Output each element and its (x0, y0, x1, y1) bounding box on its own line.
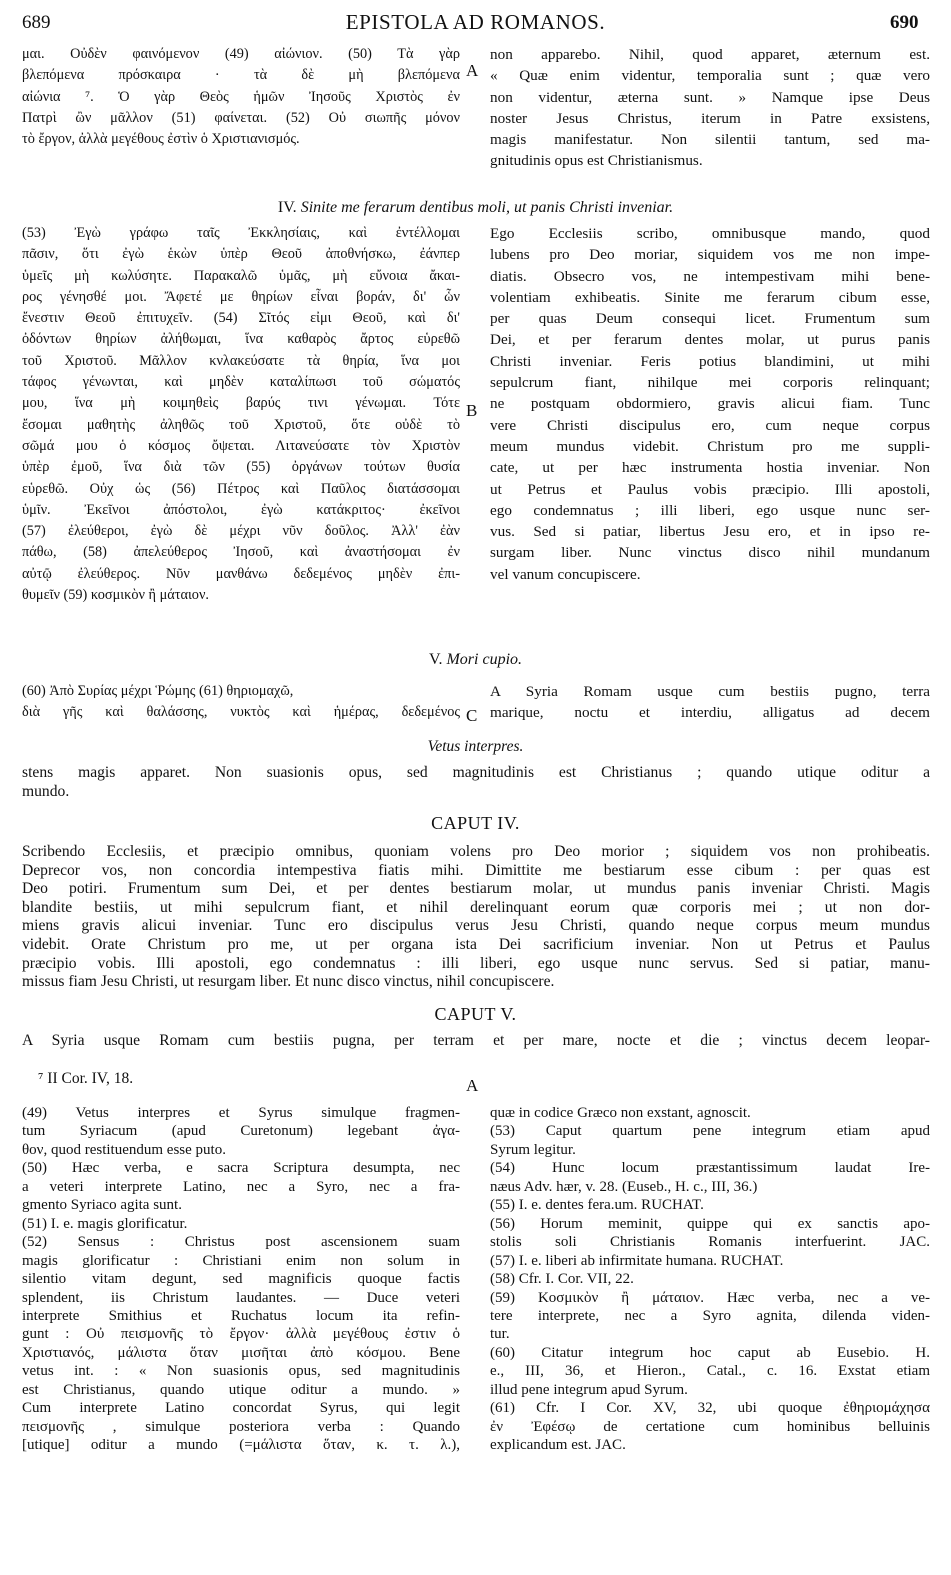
heading-number: IV. (277, 199, 297, 216)
note-line: (52) Sensus : Christus post ascensionem suam (22, 1234, 460, 1251)
greek-line: εὑρεθῶ. Οὐχ ὡς (56) Πέτρος καὶ Παῦλος διατάσσομαι (22, 480, 460, 497)
column-marker-c: C (466, 706, 478, 725)
vetus-interpres-heading: Vetus interpres. (427, 738, 524, 755)
note-line: (61) Cfr. I Cor. XV, 32, ubi quoque ἐθηριομάχησα (490, 1400, 930, 1417)
greek-line: τοῦ Χριστοῦ. Μᾶλλον κνλακεύσατε τὰ θηρία, ἵνα μοι (22, 352, 460, 369)
latin-line: diatis. Obsecro vos, ne intempestivam mihi bene- (490, 267, 930, 285)
note-line: e., III, 36, et Hieron., Catal., c. 16. Exstat etiam (490, 1363, 930, 1380)
note-line: est Christianus, quando utique oditur a mundo. » (22, 1381, 460, 1398)
greek-line: (60) Ἀπὸ Συρίας μέχρι Ῥώμης (61) θηριομαχῶ, (22, 683, 294, 699)
latin-line: vel vanum concupiscere. (490, 565, 641, 583)
heading-number: V. (428, 651, 443, 668)
latin-line: ego condemnatus ; illi liberi, ego usque nunc ser- (490, 501, 930, 519)
column-marker-a: A (466, 61, 479, 80)
text-line: Deo potiri. Frumentum sum Dei, et per dentes bestiarum molar, ut mundus panis inveniar Christi. Magis (22, 880, 930, 898)
note-line: interprete Smithius et Ruchatus locum ita refin- (22, 1307, 460, 1324)
greek-line: αὐτῷ ἐλεύθερος. Νῦν μανθάνω δεδεμένος μηδὲν ἐπι- (22, 565, 460, 582)
greek-line: πάθω, (58) ἀπελεύθερος Ἰησοῦ, καὶ ἀναστήσομαι ἐν (22, 544, 460, 561)
caput-iv-title: CAPUT IV. (431, 813, 520, 833)
caput-v-title: CAPUT V. (434, 1004, 517, 1024)
note-line: ἐν Ἐφέσῳ de certatione cum hominibus belluinis (490, 1418, 930, 1435)
latin-line: Ego Ecclesiis scribo, omnibusque mando, quod (490, 225, 930, 242)
greek-line: τὸ ἔργον, ἀλλὰ μεγέθους ἐστὶν ὁ Χριστιανισμός. (22, 131, 300, 148)
note-line: (51) I. e. magis glorificatur. (22, 1215, 188, 1232)
page-number-left: 689 (22, 12, 51, 33)
note-line: (59) Κοσμικὸν ἢ μάταιον. Hæc verba, nec a ve- (490, 1289, 930, 1306)
note-line: πεισμονῆς , simulque posteriora verba : Quando (22, 1418, 460, 1435)
note-line: illud pene integrum apud Syrum. (490, 1381, 688, 1398)
greek-line: πᾶσιν, ὅτι ἐγὼ ἑκὼν ὑπὲρ Θεοῦ ἀποθνήσκω, ἐάνπερ (22, 246, 460, 263)
greek-line: τάφος γένωνται, καὶ μηδὲν καταλίπωσι τοῦ σώματός (22, 374, 460, 391)
greek-line: διὰ γῆς καὶ θαλάσσης, νυκτὸς καὶ ἡμέρας, δεδεμένος (22, 704, 460, 721)
greek-line: (57) ἐλεύθεροι, ἐγὼ δὲ μέχρι νῦν δοῦλος. Ἀλλ' ἐὰν (22, 523, 460, 540)
latin-line: magis manifestatur. Non silentii tantum, sed ma- (490, 131, 930, 149)
note-line: splendent, iis Christum laudantes. — Duce veteri (22, 1289, 460, 1306)
section2-greek (22, 223, 460, 606)
note-line: tere interprete, nec a Syro agnita, dilenda viden- (490, 1307, 930, 1324)
note-line: (55) I. e. dentes fera.um. RUCHAT. (490, 1197, 704, 1214)
latin-line: lubens pro Deo moriar, siquidem vos me non impe- (490, 246, 930, 264)
column-marker-b: B (466, 401, 478, 420)
text-line: blandite bestiis, ut mihi sepulcrum fiant, et nihil derelinquant eorum quæ corporis mei ; ut non dor- (22, 898, 930, 916)
greek-line: (53) Ἐγὼ γράφω ταῖς Ἐκκλησίαις, καὶ ἐντέλλομαι (22, 225, 460, 241)
note-line: (60) Citatur integrum hoc caput ab Eusebio. H. (490, 1344, 930, 1361)
greek-line: μαι. Οὐδὲν φαινόμενον (49) αἰώνιον. (50) Τὰ γὰρ (22, 46, 460, 62)
greek-line: αἰώνια ⁷. Ὁ γὰρ Θεὸς ἡμῶν Ἰησοῦς Χριστὸς ἐν (22, 88, 460, 105)
note-line: quæ in codice Græco non exstant, agnoscit. (490, 1105, 751, 1121)
note-line: næus Adv. hær, v. 28. (Euseb., H. c., III, 36.) (490, 1178, 758, 1195)
note-line: θον, quod restituendum esse puto. (22, 1141, 226, 1158)
text-line: mundo. (22, 782, 70, 800)
text-line: Scribendo Ecclesiis, et præcipio omnibus, quoniam volens pro Deo morior ; siquidem vos non prohibeatis. (22, 843, 930, 860)
note-line: (54) Hunc locum præstantissimum laudat Ire- (490, 1160, 930, 1177)
note-line: silentio vitam degunt, sed magnificis quoque factis (22, 1271, 460, 1288)
note-line: (58) Cfr. I. Cor. VII, 22. (490, 1271, 634, 1288)
latin-line: ne postquam obdormiero, gravis alicui fiam. Tunc (490, 395, 930, 413)
greek-line: ρος γένησθέ μοι. Ἄφετέ με θηρίων εἶναι βοράν, δι' ὧν (22, 288, 460, 305)
latin-line: vus. Sed si patiar, libertus Jesu ero, et in ipso re- (490, 523, 930, 541)
note-line: explicandum est. JAC. (490, 1437, 626, 1454)
section1-latin (490, 44, 930, 172)
latin-line: per quas Deum consequi licet. Frumentum sum (490, 310, 930, 328)
note-line: magis glorificatur : Christiani enim non solum in (22, 1252, 460, 1269)
greek-line: σῶμά μου ὁ κόσμος ὄψεται. Λιτανεύσατε τὸν Χριστὸν (22, 437, 460, 454)
latin-line: vere Christi discipulus ero, cum neque corpus (490, 416, 930, 434)
note-line: (53) Caput quartum pene integrum etiam apud (490, 1123, 930, 1140)
note-line: tum Syriacum (apud Curetonum) legebant ἀγα- (22, 1123, 460, 1140)
note-line: (56) Horum meminit, quippe qui ex sanctis apo- (490, 1215, 930, 1232)
notes-marker-a: A (466, 1076, 479, 1095)
note-line: (49) Vetus interpres et Syrus simulque fragmen- (22, 1105, 460, 1121)
note-line: stolis soli Christianis Romanis interfuerint. JAC. (490, 1234, 930, 1251)
greek-line: βλεπόμενα πρόσκαιρα · τὰ δὲ μὴ βλεπόμενα (22, 67, 460, 84)
greek-line: ὑμεῖς μὴ κωλύσητε. Παρακαλῶ ὑμᾶς, μὴ εὔνοια ἄκαι- (22, 267, 460, 284)
vetus-text (22, 764, 930, 801)
latin-line: cate, ut per hæc instrumenta hostia inveniar. Non (490, 459, 930, 477)
section3-greek (22, 681, 460, 724)
text-line: stens magis apparet. Non suasionis opus, sed magnitudinis est Christianus ; quando utique oditur a (22, 764, 930, 781)
latin-line: surgam liber. Nunc vinctus disco nihil mundanum (490, 544, 930, 562)
greek-line: ὑμῖν. Ἐκεῖνοι ἀπόστολοι, ἐγὼ κατάκριτος· ἐκεῖνοι (22, 501, 460, 518)
note-line: Cum interprete Latino concordat Syrus, qui legit (22, 1400, 460, 1417)
greek-line: μου, ἵνα μὴ κοιμηθεὶς βαρύς τινι γένωμαι. Τότε (22, 395, 460, 412)
latin-line: noster Jesus Christus, iterum in Patre exsistens, (490, 109, 930, 127)
note-line: (57) I. e. liberi ab infirmitate humana. RUCHAT. (490, 1252, 784, 1269)
page-number-right: 690 (890, 12, 919, 33)
text-line: missus fiam Jesu Christi, ut resurgam liber. Et nunc disco vinctus, nihil concupiscere. (22, 973, 555, 991)
greek-line: ἔνεστιν Θεοῦ ἐπιτυχεῖν. (54) Σῖτός εἰμι Θεοῦ, καὶ δι' (22, 310, 460, 327)
heading-text: Mori cupio. (446, 651, 523, 668)
note-line: (50) Hæc verba, e sacra Scriptura desumpta, nec (22, 1160, 460, 1177)
scripture-footnote: ⁷ II Cor. IV, 18. (38, 1070, 134, 1087)
note-line: gmento Syriaco agita sunt. (22, 1197, 182, 1214)
note-line: [utique] oditur a mundo (=μάλιστα ὅταν, κ. τ. λ.), (22, 1437, 460, 1454)
latin-line: non apparebo. Nihil, quod apparet, æternum est. (490, 46, 930, 63)
section-heading-v (0, 651, 951, 669)
note-line: gunt : Οὐ πεισμονῆς τὸ ἔργον· ἀλλὰ μεγέθους ἐστιν ὁ (22, 1326, 460, 1343)
greek-line: θυμεῖν (59) κοσμικὸν ἢ μάταιον. (22, 587, 209, 604)
latin-line: volentiam exhibeatis. Sinite me ferarum cibum esse, (490, 288, 930, 306)
note-line: Syrum legitur. (490, 1141, 576, 1158)
latin-line: gnitudinis opus est Christianismus. (490, 152, 703, 170)
caput-v-text (22, 1032, 930, 1051)
text-line: A Syria usque Romam cum bestiis pugna, per terram et per mare, nocte et die ; vinctus decem leopar- (22, 1032, 930, 1049)
latin-line: Dei, et per ferarum dentes molar, ut purus panis (490, 331, 930, 349)
latin-line: ut Petrus et Paulus vobis præcipio. Illi apostoli, (490, 480, 930, 498)
caput-iv-text (22, 843, 930, 992)
notes-left-column (22, 1104, 460, 1455)
greek-line: ὑπὲρ ἐμοῦ, ἵνα διὰ τῶν (55) ὀργάνων τούτων θυσία (22, 459, 460, 476)
latin-line: sepulcrum fiant, nihilque mei corporis relinquant; (490, 374, 930, 392)
section2-latin (490, 223, 930, 585)
section1-greek (22, 44, 460, 150)
text-line: miens gravis alicui inveniar. Tunc ero discipulus verus Jesu Christi, quando neque corpus meum mundus (22, 917, 930, 935)
latin-line: meum mundus videbit. Christum pro me suppli- (490, 437, 930, 455)
note-line: Χριστιανός, μάλιστα ὅταν μισῆται ἀπὸ κόσμου. Bene (22, 1344, 460, 1361)
latin-line: non videntur, æterna sunt. » Namque ipse Deus (490, 88, 930, 106)
latin-line: A Syria Romam usque cum bestiis pugno, terra (490, 683, 930, 700)
greek-line: ἔσομαι μαθητὴς ἀληθῶς τοῦ Χριστοῦ, ὅτε οὐδὲ τὸ (22, 416, 460, 433)
section3-latin (490, 681, 930, 724)
greek-line: ὀδόντων θηρίων ἀλήθωμαι, ἵνα καθαρὸς ἄρτος εὑρεθῶ (22, 331, 460, 348)
text-line: Deprecor vos, non concordia intempestiva fiatis mihi. Dimittite me bestiarum esse cibum : per quas est (22, 861, 930, 879)
note-line: a veteri interprete Latino, nec a Syro, nec a fra- (22, 1178, 460, 1195)
greek-line: Πατρὶ ὢν μᾶλλον (51) φαίνεται. (52) Οὐ σιωπῆς μόνον (22, 109, 460, 126)
latin-line: marique, noctu et interdiu, alligatus ad decem (490, 704, 930, 722)
heading-text: Sinite me ferarum dentibus moli, ut panis Christi inveniar. (300, 199, 674, 216)
note-line: tur. (490, 1326, 510, 1343)
note-line: vetus int. : « Non suasionis opus, sed magnitudinis (22, 1363, 460, 1380)
latin-line: « Quæ enim videntur, temporalia sunt ; quæ vero (490, 67, 930, 85)
latin-line: Christi inveniar. Feris potius blandimini, ut mihi (490, 352, 930, 370)
text-line: videbit. Orate Christum pro me, ut per organa ista Dei sacrificium inveniar. Non ut Petrus et Paulus (22, 935, 930, 953)
text-line: præcipio vobis. Illi apostoli, ego condemnatus : illi liberi, ego usque nunc servus. Sed si patiar, manu- (22, 954, 930, 972)
section-heading-iv (0, 199, 951, 217)
notes-right-column (490, 1104, 930, 1455)
running-title: EPISTOLA AD ROMANOS. (345, 10, 606, 34)
